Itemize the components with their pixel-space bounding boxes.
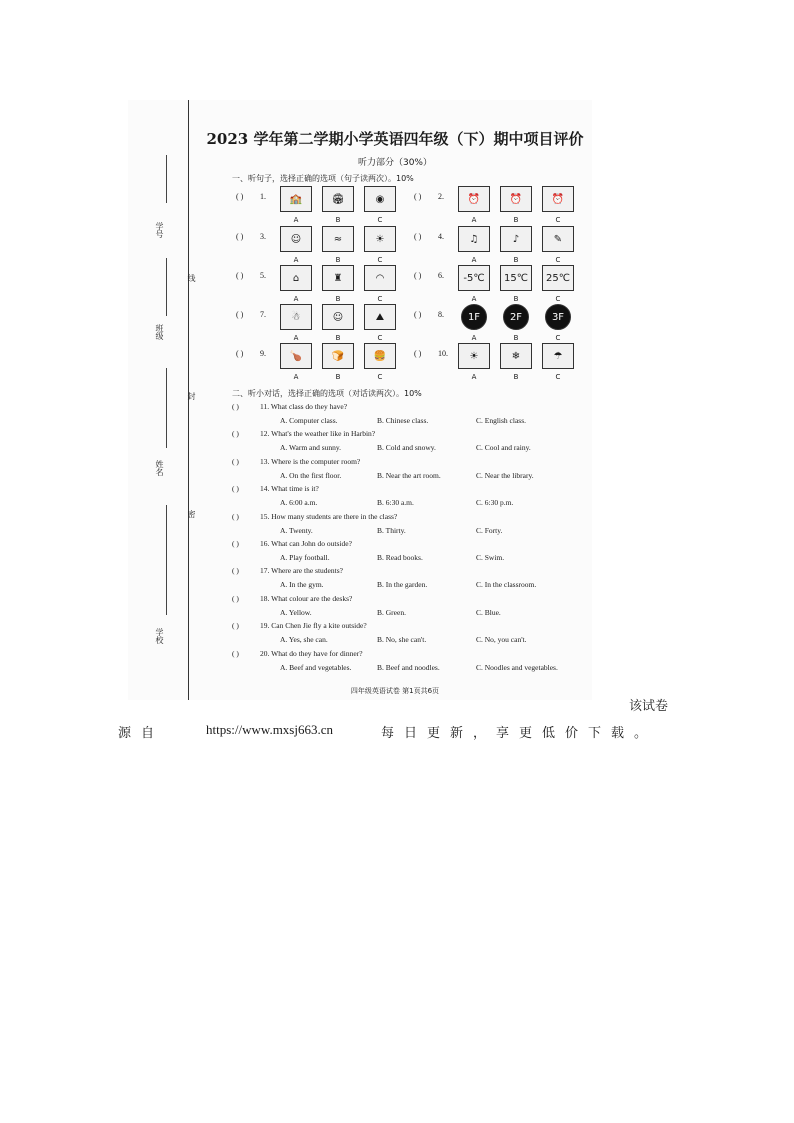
cold-snowy-icon: ❄ xyxy=(500,343,532,369)
chicken-icon: 🍗 xyxy=(280,343,312,369)
option-letter: A xyxy=(293,295,299,303)
question-number: 9. xyxy=(260,349,266,358)
option-letter: A xyxy=(471,256,477,264)
answer-blank[interactable]: ( ) xyxy=(414,310,422,319)
answer-blank[interactable]: ( ) xyxy=(232,621,239,631)
floor-3f-icon: 3F xyxy=(545,304,571,330)
question-number: 10. xyxy=(438,349,448,358)
answer-blank[interactable]: ( ) xyxy=(236,310,244,319)
option-letter: B xyxy=(335,334,341,342)
option-letter: B xyxy=(513,256,519,264)
picture-question xyxy=(414,304,584,344)
alarm-clock-icon: ⏰ xyxy=(458,186,490,212)
listening-question xyxy=(232,649,592,675)
art-palette-icon: ✎ xyxy=(542,226,574,252)
option-letter: A xyxy=(471,295,477,303)
option-letter: C xyxy=(555,256,561,264)
option-b: B. No, she can't. xyxy=(377,635,427,645)
answer-blank[interactable]: ( ) xyxy=(414,271,422,280)
answer-blank[interactable]: ( ) xyxy=(236,232,244,241)
field-rule xyxy=(166,368,167,448)
option-c: C. No, you can't. xyxy=(476,635,527,645)
seal-line-label: 线 xyxy=(187,274,196,282)
question-number: 4. xyxy=(438,232,444,241)
question-number: 8. xyxy=(438,310,444,319)
option-letter: A xyxy=(471,216,477,224)
alarm-clock-icon: ⏰ xyxy=(542,186,574,212)
bread-icon: 🍞 xyxy=(322,343,354,369)
option-letter: C xyxy=(555,216,561,224)
stadium-icon: 🏟 xyxy=(322,186,354,212)
option-letter: B xyxy=(513,373,519,381)
rainbow-icon: ◠ xyxy=(364,265,396,291)
opera-house-icon: ⌂ xyxy=(280,265,312,291)
listening-question xyxy=(232,566,592,592)
option-letter: B xyxy=(335,216,341,224)
question-number: 2. xyxy=(438,192,444,201)
option-b: B. Green. xyxy=(377,607,406,617)
listening-question xyxy=(232,457,592,483)
option-c: C. Near the library. xyxy=(476,470,534,480)
beach-icon: ☀ xyxy=(364,226,396,252)
exam-subtitle: 听力部分（30%） xyxy=(357,158,432,168)
answer-blank[interactable]: ( ) xyxy=(232,593,239,603)
option-a: A. Play football. xyxy=(280,553,330,562)
music-notes-icon: ♪ xyxy=(500,226,532,252)
option-letter: A xyxy=(293,373,299,381)
option-letter: C xyxy=(377,373,383,381)
option-letter: A xyxy=(293,216,299,224)
option-letter: B xyxy=(513,295,519,303)
question-text: 14. What time is it? xyxy=(260,484,319,494)
school-building-icon: 🏫 xyxy=(280,186,312,212)
option-letter: C xyxy=(377,256,383,264)
option-b: B. Near the art room. xyxy=(377,470,441,480)
landscape-icon: ⛰ xyxy=(364,304,396,330)
answer-blank[interactable]: ( ) xyxy=(232,429,239,439)
floor-1f-icon: 1F xyxy=(461,304,487,330)
option-c: C. English class. xyxy=(476,416,526,425)
picture-question xyxy=(414,343,584,383)
option-letter: A xyxy=(293,256,299,264)
option-a: A. Yellow. xyxy=(280,607,312,617)
answer-blank[interactable]: ( ) xyxy=(236,192,244,201)
burger-icon: 🍔 xyxy=(364,343,396,369)
option-letter: A xyxy=(293,334,299,342)
hot-sunny-icon: ☀ xyxy=(458,343,490,369)
option-a: A. Warm and sunny. xyxy=(280,443,342,453)
answer-blank[interactable]: ( ) xyxy=(232,566,239,576)
seal-seal-label: 封 xyxy=(187,392,196,400)
side-class: 班级 xyxy=(155,324,164,340)
answer-blank[interactable]: ( ) xyxy=(414,349,422,358)
answer-blank[interactable]: ( ) xyxy=(232,648,239,658)
option-letter: C xyxy=(555,373,561,381)
question-number: 5. xyxy=(260,271,266,280)
option-letter: A xyxy=(471,334,477,342)
source-suffix: 每日更新，享更低价下载。 xyxy=(381,726,658,741)
option-a: A. Yes, she can. xyxy=(280,635,328,645)
picture-question xyxy=(236,304,406,344)
listening-question xyxy=(232,594,592,620)
picture-question xyxy=(236,226,406,266)
option-c: C. Blue. xyxy=(476,607,501,617)
option-a: A. On the first floor. xyxy=(280,470,342,480)
option-letter: B xyxy=(335,256,341,264)
picture-question xyxy=(236,186,406,226)
option-a: A. Beef and vegetables. xyxy=(280,662,352,672)
section-1-heading: 一、听句子，选择正确的选项（句子读两次）。10% xyxy=(232,174,414,183)
option-letter: C xyxy=(377,334,383,342)
listening-question xyxy=(232,402,592,428)
question-text: 17. Where are the students? xyxy=(260,566,343,576)
swimming-icon: ≈ xyxy=(322,226,354,252)
picture-question xyxy=(236,343,406,383)
listening-question xyxy=(232,429,592,455)
field-rule xyxy=(166,505,167,615)
children-icon: ☺ xyxy=(280,226,312,252)
question-number: 7. xyxy=(260,310,266,319)
answer-blank[interactable]: ( ) xyxy=(414,232,422,241)
option-b: B. Beef and noodles. xyxy=(377,662,440,672)
thermometer-icon: 15℃ xyxy=(500,265,532,291)
question-number: 6. xyxy=(438,271,444,280)
question-number: 1. xyxy=(260,192,266,201)
picture-question xyxy=(414,226,584,266)
alarm-clock-icon: ⏰ xyxy=(500,186,532,212)
binding-line xyxy=(188,100,189,700)
answer-blank[interactable]: ( ) xyxy=(232,539,239,548)
answer-blank[interactable]: ( ) xyxy=(414,192,422,201)
question-text: 19. Can Chen Jie fly a kite outside? xyxy=(260,621,367,631)
answer-blank[interactable]: ( ) xyxy=(232,511,239,521)
cold-person-icon: ☃ xyxy=(280,304,312,330)
option-b: B. In the garden. xyxy=(377,580,428,590)
option-a: A. 6:00 a.m. xyxy=(280,498,318,508)
section-2-heading: 二、听小对话，选择正确的选项（对话读两次）。10% xyxy=(232,389,422,398)
side-name: 姓名 xyxy=(155,460,164,476)
answer-blank[interactable]: ( ) xyxy=(232,484,239,494)
option-c: C. Cool and rainy. xyxy=(476,443,531,453)
side-school: 学校 xyxy=(155,628,164,644)
floor-2f-icon: 2F xyxy=(503,304,529,330)
source-url[interactable]: https://www.mxsj663.cn xyxy=(206,722,333,737)
answer-blank[interactable]: ( ) xyxy=(232,456,239,466)
option-a: A. Twenty. xyxy=(280,525,313,535)
thermometer-icon: -5℃ xyxy=(458,265,490,291)
option-c: C. Swim. xyxy=(476,553,505,562)
listening-question xyxy=(232,621,592,647)
question-text: 11. What class do they have? xyxy=(260,402,348,411)
option-c: C. Forty. xyxy=(476,525,503,535)
music-notes-icon: ♫ xyxy=(458,226,490,252)
option-letter: B xyxy=(513,334,519,342)
picture-question xyxy=(414,265,584,305)
source-tail: 该试卷 xyxy=(629,699,669,714)
question-text: 12. What's the weather like in Harbin? xyxy=(260,429,376,439)
option-b: B. Read books. xyxy=(377,553,423,562)
option-c: C. Noodles and vegetables. xyxy=(476,662,558,672)
question-text: 15. How many students are there in the class? xyxy=(260,511,398,521)
field-rule xyxy=(166,258,167,316)
option-letter: C xyxy=(377,295,383,303)
children-icon: ☺ xyxy=(322,304,354,330)
page-footer: 四年级英语试卷 第1页共6页 xyxy=(350,687,440,695)
option-c: C. In the classroom. xyxy=(476,580,537,590)
rainy-icon: ☂ xyxy=(542,343,574,369)
listening-question xyxy=(232,539,592,565)
listening-question xyxy=(232,512,592,538)
option-b: B. Cold and snowy. xyxy=(377,443,436,453)
option-letter: C xyxy=(377,216,383,224)
option-letter: B xyxy=(335,295,341,303)
option-a: A. In the gym. xyxy=(280,580,324,590)
question-text: 16. What can John do outside? xyxy=(260,539,352,548)
question-text: 20. What do they have for dinner? xyxy=(260,648,363,658)
question-number: 3. xyxy=(260,232,266,241)
option-c: C. 6:30 p.m. xyxy=(476,498,514,508)
option-letter: B xyxy=(335,373,341,381)
answer-blank[interactable]: ( ) xyxy=(232,402,239,411)
field-rule xyxy=(166,155,167,203)
big-ben-icon: ♜ xyxy=(322,265,354,291)
exam-title: 2023 学年第二学期小学英语四年级（下）期中项目评价 xyxy=(206,130,584,148)
source-prefix: 源自 xyxy=(118,726,165,741)
option-b: B. 6:30 a.m. xyxy=(377,498,414,508)
side-student-no: 学号 xyxy=(155,222,164,238)
option-letter: C xyxy=(555,334,561,342)
option-b: B. Thirty. xyxy=(377,525,406,535)
option-b: B. Chinese class. xyxy=(377,416,429,425)
playground-icon: ◉ xyxy=(364,186,396,212)
option-a: A. Computer class. xyxy=(280,416,338,425)
listening-question xyxy=(232,484,592,510)
question-text: 18. What colour are the desks? xyxy=(260,593,353,603)
option-letter: C xyxy=(555,295,561,303)
option-letter: A xyxy=(471,373,477,381)
answer-blank[interactable]: ( ) xyxy=(236,349,244,358)
picture-question xyxy=(236,265,406,305)
question-text: 13. Where is the computer room? xyxy=(260,456,361,466)
option-letter: B xyxy=(513,216,519,224)
picture-question xyxy=(414,186,584,226)
seal-secret-label: 密 xyxy=(187,510,196,518)
thermometer-icon: 25℃ xyxy=(542,265,574,291)
answer-blank[interactable]: ( ) xyxy=(236,271,244,280)
